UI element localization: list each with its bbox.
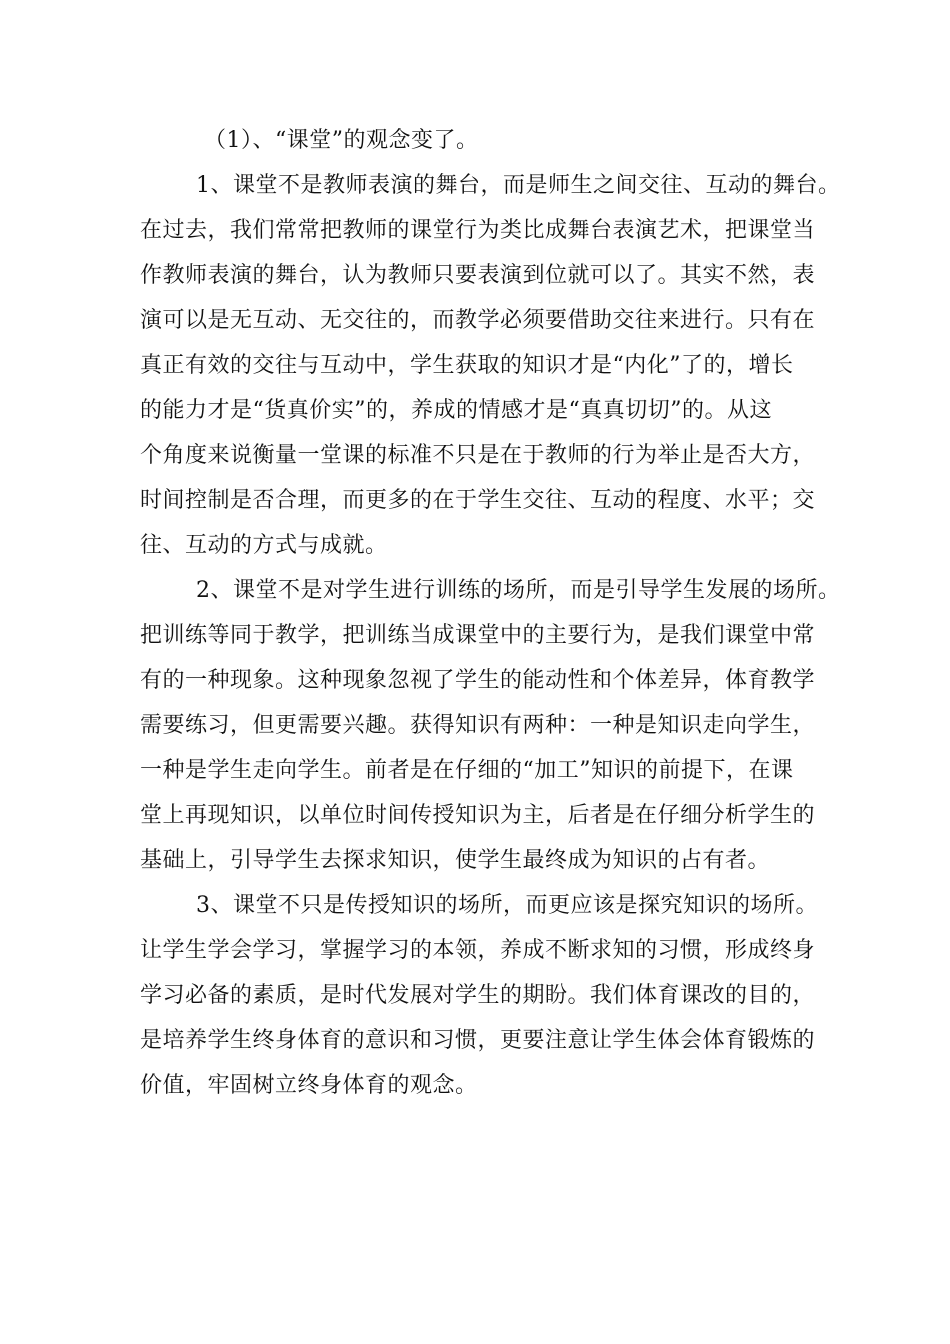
- paragraph-line: 在过去，我们常常把教师的课堂行为类比成舞台表演艺术，把课堂当: [140, 218, 816, 243]
- paragraph-line: 真正有效的交往与互动中，学生获取的知识才是“内化”了的，增长: [140, 353, 794, 378]
- paragraph-3: [140, 883, 830, 1108]
- paragraph-line: 是培养学生终身体育的意识和习惯，更要注意让学生体会体育锻炼的: [140, 1028, 816, 1053]
- paragraph-line: 1、课堂不是教师表演的舞台，而是师生之间交往、互动的舞台。: [196, 173, 841, 198]
- paragraph-line: 需要练习，但更需要兴趣。获得知识有两种：一种是知识走向学生，: [140, 713, 816, 738]
- paragraph-line: 2、课堂不是对学生进行训练的场所，而是引导学生发展的场所。: [196, 578, 841, 603]
- paragraph-line: 一种是学生走向学生。前者是在仔细的“加工”知识的前提下，在课: [140, 758, 794, 783]
- paragraph-line: 往、互动的方式与成就。: [140, 533, 388, 558]
- paragraph-line: 学习必备的素质，是时代发展对学生的期盼。我们体育课改的目的，: [140, 983, 816, 1008]
- paragraph-line: 有的一种现象。这种现象忽视了学生的能动性和个体差异，体育教学: [140, 668, 816, 693]
- paragraph-line: 作教师表演的舞台，认为教师只要表演到位就可以了。其实不然，表: [140, 263, 816, 288]
- paragraph-line: 把训练等同于教学，把训练当成课堂中的主要行为，是我们课堂中常: [140, 623, 816, 648]
- paragraph-line: 让学生学会学习，掌握学习的本领，养成不断求知的习惯，形成终身: [140, 938, 816, 963]
- paragraph-line: 价值，牢固树立终身体育的观念。: [140, 1073, 478, 1098]
- paragraph-line: 个角度来说衡量一堂课的标准不只是在于教师的行为举止是否大方，: [140, 443, 816, 468]
- document-body: [140, 118, 841, 1108]
- paragraph-2: [140, 568, 841, 883]
- paragraph-line: 演可以是无互动、无交往的，而教学必须要借助交往来进行。只有在: [140, 308, 816, 333]
- paragraph-line: 堂上再现知识，以单位时间传授知识为主，后者是在仔细分析学生的: [140, 803, 816, 828]
- paragraph-line: 基础上，引导学生去探求知识，使学生最终成为知识的占有者。: [140, 848, 771, 873]
- paragraph-1: [140, 163, 841, 568]
- section-heading: （1）、“课堂”的观念变了。: [204, 128, 479, 153]
- paragraph-line: 时间控制是否合理，而更多的在于学生交往、互动的程度、水平；交: [140, 488, 816, 513]
- paragraph-line: 3、课堂不只是传授知识的场所，而更应该是探究知识的场所。: [196, 893, 818, 918]
- paragraph-line: 的能力才是“货真价实”的，养成的情感才是“真真切切”的。从这: [140, 398, 772, 423]
